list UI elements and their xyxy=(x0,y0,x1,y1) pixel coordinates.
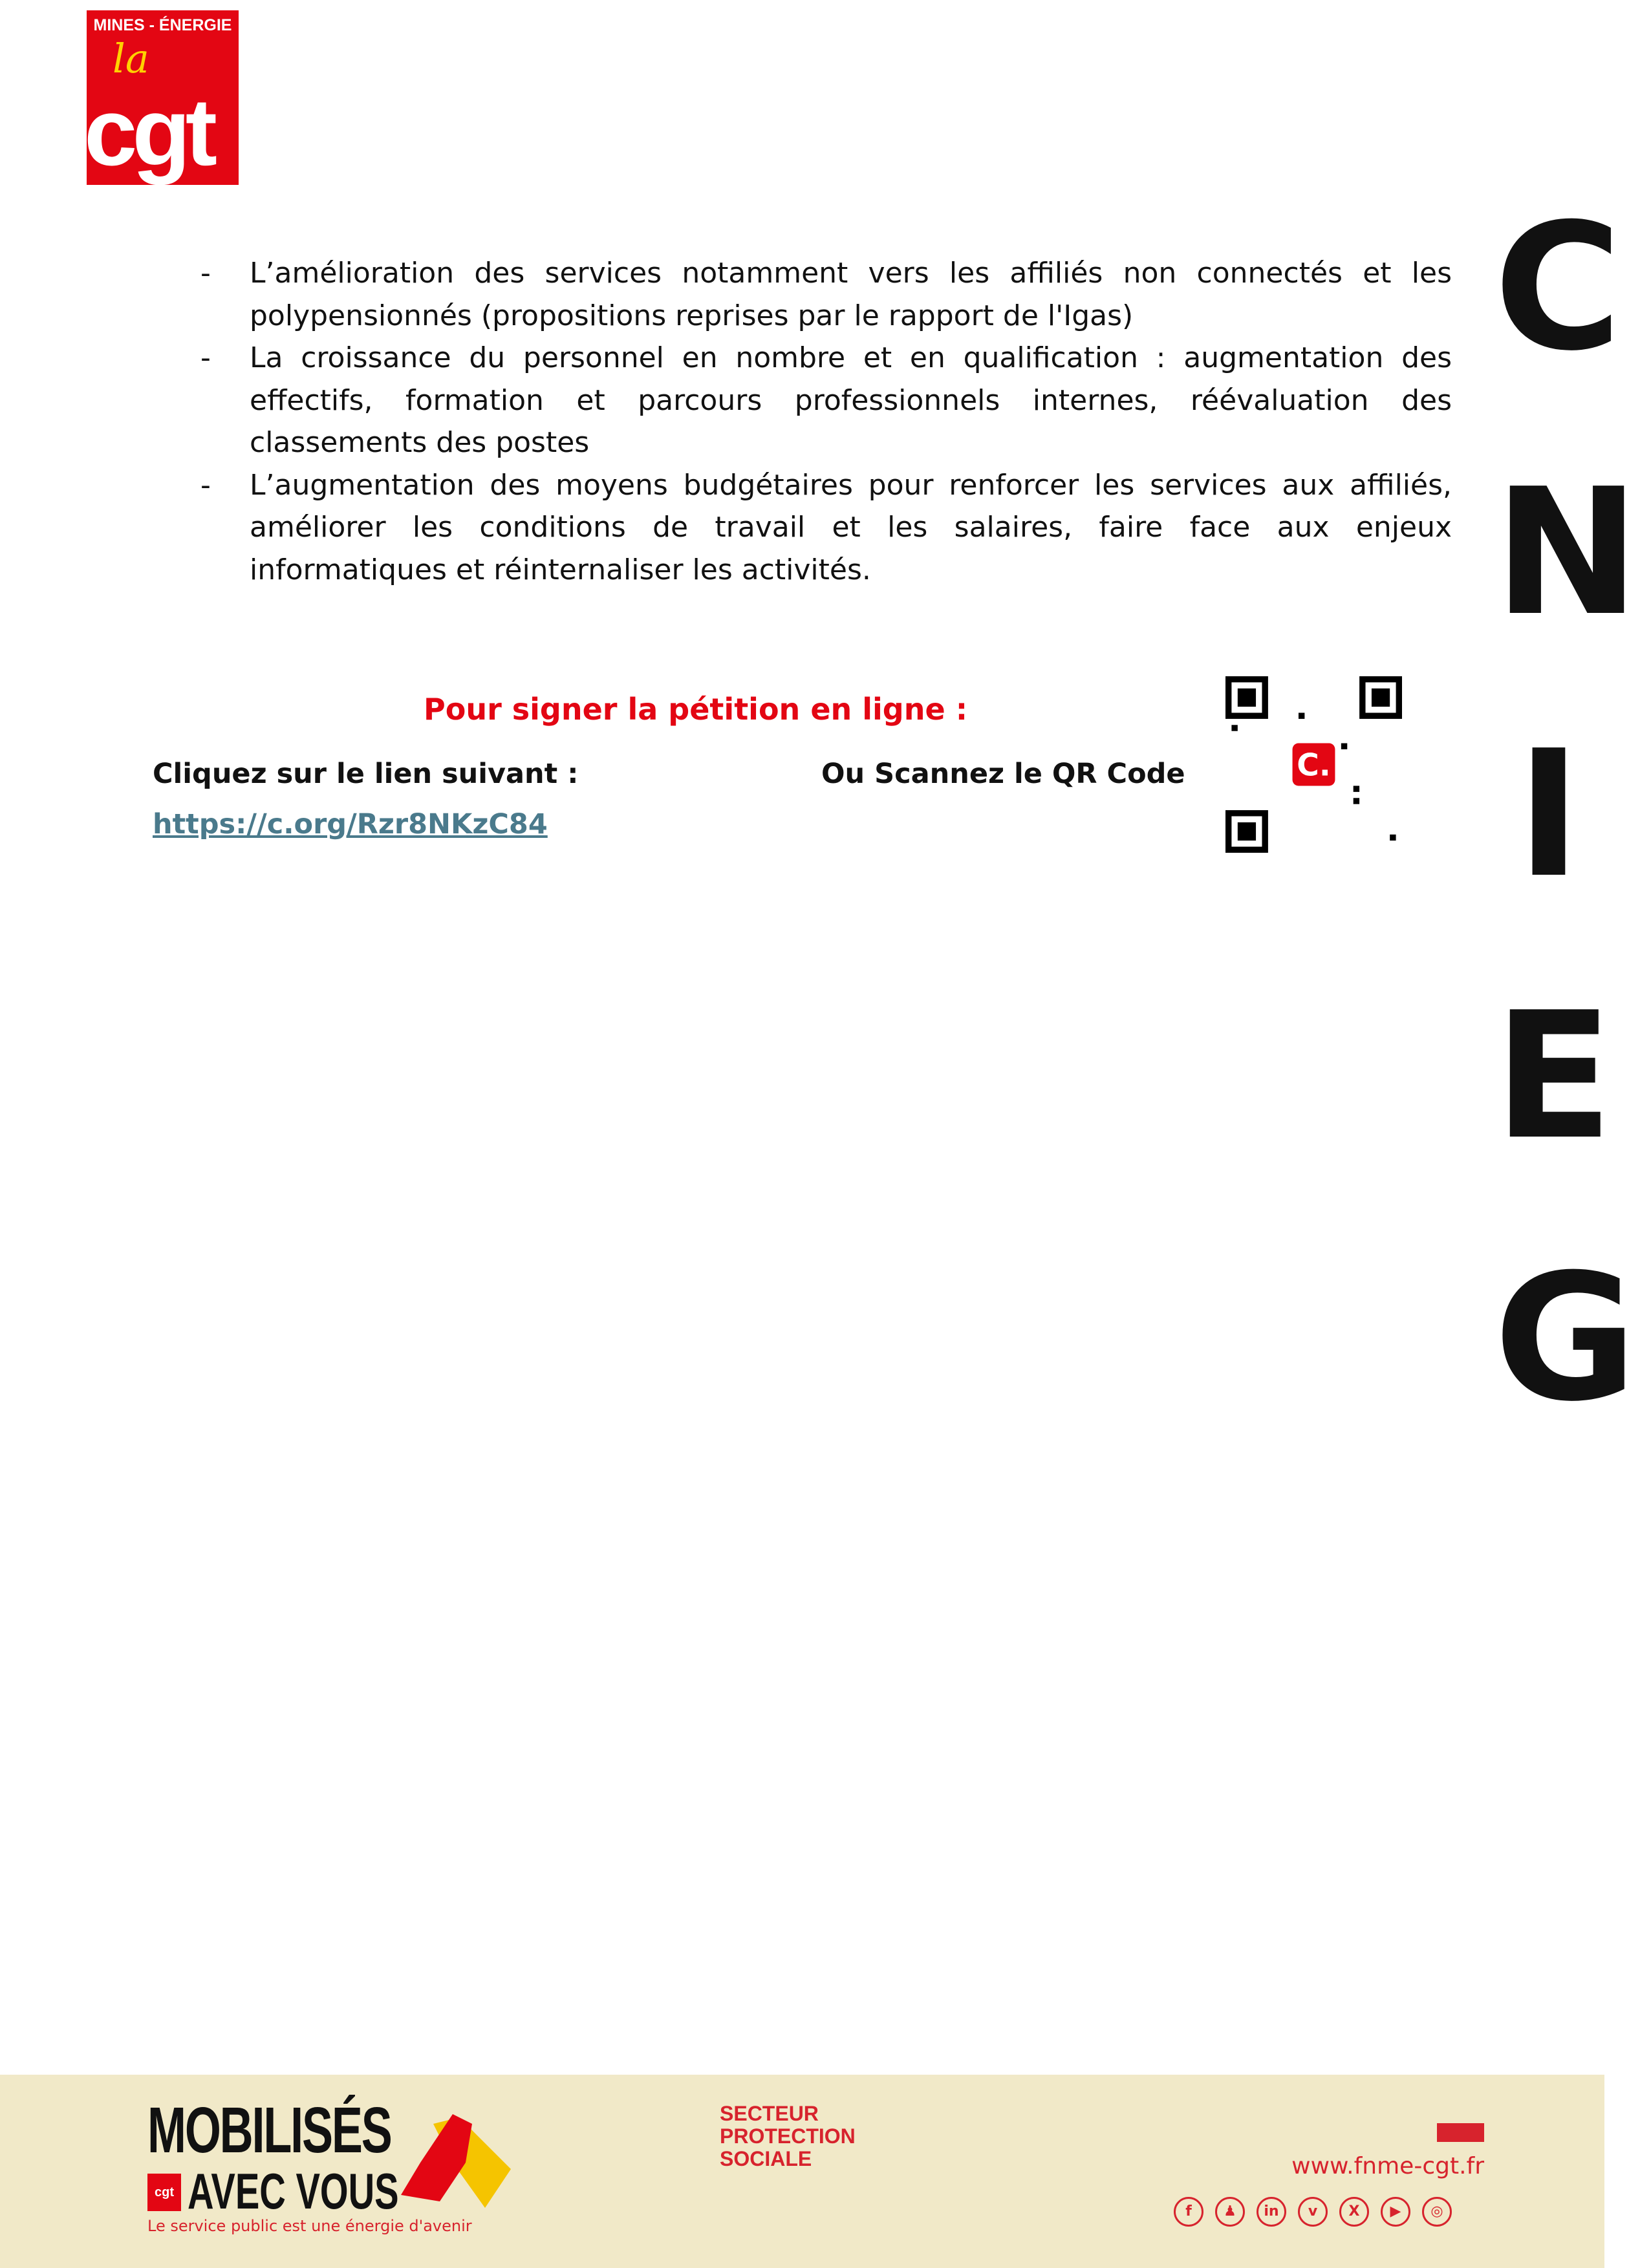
sector-line: SECTEUR xyxy=(720,2102,819,2125)
side-letter-g: G xyxy=(1494,1236,1637,1440)
sector-line: SOCIALE xyxy=(720,2147,812,2170)
youtube-icon[interactable]: ▶ xyxy=(1381,2197,1410,2227)
footer-avec-vous: AVEC VOUS xyxy=(188,2163,399,2220)
list-item xyxy=(200,337,1452,464)
bullet-marker: - xyxy=(200,341,211,374)
qr-badge: C. xyxy=(1297,747,1331,784)
vimeo-icon[interactable]: v xyxy=(1298,2197,1328,2227)
bullet-marker: - xyxy=(200,468,211,502)
side-letter-c: C xyxy=(1494,186,1623,389)
bullet-text: L’augmentation des moyens budgétaires pour renforcer les services aux affiliés, améliorer les conditions de travail et les salaires, faire face aux enjeux informatiques et réinternaliser les activités. xyxy=(250,468,1452,586)
snapchat-icon[interactable]: ♟ xyxy=(1215,2197,1245,2227)
click-label: Cliquez sur le lien suivant : xyxy=(153,758,579,790)
social-icons xyxy=(1174,2197,1452,2227)
fist-icon xyxy=(394,2111,511,2208)
footer-mobilises: MOBILISÉS xyxy=(147,2094,391,2166)
qr-code[interactable] xyxy=(1225,676,1402,853)
cgt-logo xyxy=(84,10,239,186)
red-marker xyxy=(1437,2123,1484,2142)
sector-label xyxy=(720,2102,856,2170)
side-letter-i: I xyxy=(1516,712,1582,916)
list-item xyxy=(200,252,1452,337)
petition-link[interactable]: https://c.org/Rzr8NKzC84 xyxy=(153,808,548,840)
list-item xyxy=(200,464,1452,592)
scan-label: Ou Scannez le QR Code xyxy=(821,758,1185,790)
instagram-icon[interactable]: ◎ xyxy=(1422,2197,1452,2227)
footer-mini-logo: cgt xyxy=(147,2174,181,2211)
linkedin-icon[interactable]: in xyxy=(1257,2197,1286,2227)
logo-script: la xyxy=(113,35,149,82)
bullet-text: L’amélioration des services notamment vers les affiliés non connectés et les polypensionnés (propositions reprises par le rapport de l'Igas) xyxy=(250,257,1452,332)
petition-title: Pour signer la pétition en ligne : xyxy=(424,692,968,727)
facebook-icon[interactable]: f xyxy=(1174,2197,1203,2227)
bullet-list xyxy=(200,252,1452,591)
logo-name: cgt xyxy=(84,79,212,186)
logo-top-text: MINES - ÉNERGIE xyxy=(93,16,232,34)
footer-tagline: Le service public est une énergie d'avenir xyxy=(147,2217,472,2235)
bullet-text: La croissance du personnel en nombre et en qualification : augmentation des effectifs, formation et parcours professionnels internes, réévaluation des classements des postes xyxy=(250,341,1452,459)
footer-url[interactable]: www.fnme-cgt.fr xyxy=(1291,2153,1484,2179)
x-icon[interactable]: X xyxy=(1339,2197,1369,2227)
sector-line: PROTECTION xyxy=(720,2124,856,2148)
side-letter-n: N xyxy=(1494,451,1640,654)
side-letter-e: E xyxy=(1494,974,1613,1178)
bullet-marker: - xyxy=(200,257,211,290)
